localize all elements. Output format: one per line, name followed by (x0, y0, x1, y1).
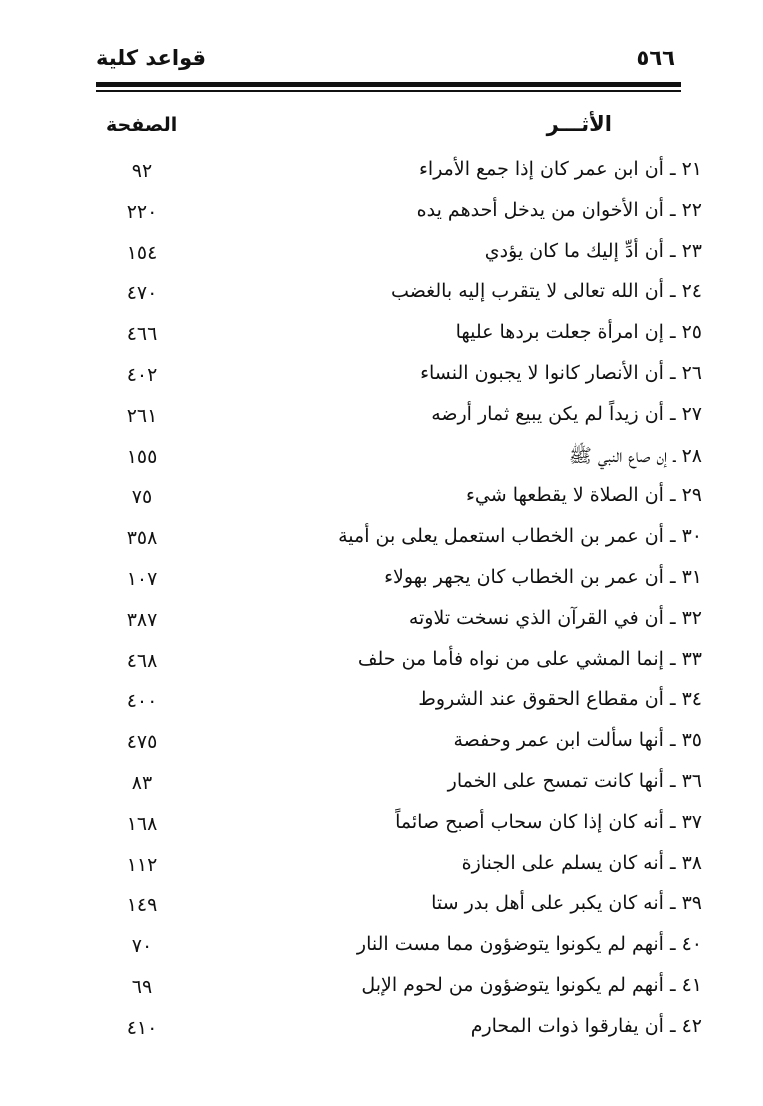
index-entry (96, 397, 702, 438)
index-entry (96, 356, 702, 397)
index-entry (96, 968, 702, 1009)
entry-page-number: ٦٩ (131, 975, 153, 998)
entry-athar-text: ٣٩ ـ أنه كان يكبر على أهل بدر ستا (431, 892, 702, 915)
index-entry (96, 601, 702, 642)
index-entry (96, 438, 702, 479)
entry-athar-text: ٣٨ ـ أنه كان يسلم على الجنازة (461, 851, 702, 874)
entry-page-number: ٨٣ (131, 771, 153, 794)
index-column-headers (96, 110, 706, 144)
header-rule-thick (96, 82, 681, 87)
entry-athar-text: ٣١ ـ أن عمر بن الخطاب كان يجهر بهولاء (384, 565, 702, 588)
index-entry (96, 274, 702, 315)
entry-athar-text: ٢٢ ـ أن الأخوان من يدخل أحدهم يده (416, 198, 702, 221)
index-entry (96, 886, 702, 927)
entry-athar-text: ٤٠ ـ أنهم لم يكونوا يتوضؤون مما مست النار (356, 933, 702, 956)
entry-athar-text: ٣٢ ـ أن في القرآن الذي نسخت تلاوته (408, 606, 702, 629)
page-header (96, 44, 681, 78)
entry-page-number: ١٠٧ (126, 567, 158, 590)
index-entry (96, 723, 702, 764)
entry-athar-text: ٢٨ ـ إن صاع النبي ﷺ (568, 444, 702, 467)
index-entry (96, 519, 702, 560)
index-entry (96, 315, 702, 356)
entry-page-number: ٧٥ (131, 486, 153, 509)
entry-page-number: ٤٦٨ (126, 649, 158, 672)
entry-page-number: ٩٢ (131, 160, 153, 182)
entry-athar-text: ٢٧ ـ أن زيداً لم يكن يبيع ثمار أرضه (431, 402, 702, 425)
entry-athar-text: ٣٣ ـ إنما المشي على من نواه فأما من حلف (357, 647, 702, 670)
entry-athar-text: ٢١ ـ أن ابن عمر كان إذا جمع الأمراء (418, 158, 702, 180)
entry-page-number: ٣٥٨ (126, 527, 158, 550)
athar-column-heading: الأثـــر (546, 112, 612, 136)
index-entry (96, 152, 702, 193)
index-entry (96, 234, 702, 275)
entry-page-number: ٣٨٧ (126, 608, 158, 631)
entry-athar-text: ٢٣ ـ أن أدِّ إليك ما كان يؤدي (484, 239, 702, 262)
entry-page-number: ٢٢٠ (126, 200, 158, 223)
index-entry (96, 560, 702, 601)
index-entry (96, 478, 702, 519)
entry-athar-text: ٣٧ ـ أنه كان إذا كان سحاب أصبح صائماً (395, 810, 702, 833)
entry-page-number: ١٤٩ (126, 894, 158, 917)
entry-page-number: ٢٦١ (126, 404, 158, 427)
athar-index-list (96, 152, 702, 1050)
entry-page-number: ٤٠٢ (126, 363, 158, 386)
entry-athar-text: ٢٦ ـ أن الأنصار كانوا لا يجبون النساء (420, 361, 702, 384)
entry-athar-text: ٢٥ ـ إن امرأة جعلت بردها عليها (455, 321, 702, 344)
index-entry (96, 846, 702, 887)
entry-athar-text: ٢٤ ـ أن الله تعالى لا يتقرب إليه بالغضب (391, 280, 702, 303)
entry-athar-text: ٤٢ ـ أن يفارقوا ذوات المحارم (470, 1014, 702, 1037)
entry-page-number: ٤٧٥ (126, 731, 158, 754)
entry-athar-text: ٢٩ ـ أن الصلاة لا يقطعها شيء (465, 484, 702, 507)
entry-page-number: ١٥٥ (126, 445, 158, 468)
entry-page-number: ٤٠٠ (126, 690, 158, 713)
index-entry (96, 1009, 702, 1050)
entry-athar-text: ٣٤ ـ أن مقطاع الحقوق عند الشروط (418, 688, 702, 711)
index-entry (96, 805, 702, 846)
entry-page-number: ٤٧٠ (126, 282, 158, 305)
book-title: قواعد كلية (96, 46, 206, 70)
page-number: ٥٦٦ (636, 46, 675, 70)
page-column-heading: الصفحة (106, 114, 178, 136)
entry-page-number: ١٦٨ (126, 812, 158, 835)
entry-athar-text: ٣٠ ـ أن عمر بن الخطاب استعمل يعلى بن أمية (338, 525, 702, 548)
entry-page-number: ١٥٤ (126, 241, 158, 264)
entry-page-number: ٤٦٦ (126, 323, 158, 346)
entry-page-number: ٧٠ (131, 935, 153, 958)
entry-page-number: ١١٢ (126, 853, 158, 876)
header-rule-thin (96, 90, 681, 92)
index-entry (96, 764, 702, 805)
entry-page-number: ٤١٠ (126, 1016, 158, 1039)
entry-athar-text: ٣٦ ـ أنها كانت تمسح على الخمار (447, 769, 702, 792)
index-entry (96, 927, 702, 968)
index-entry (96, 642, 702, 683)
index-entry (96, 193, 702, 234)
entry-athar-text: ٤١ ـ أنهم لم يكونوا يتوضؤون من لحوم الإبل (361, 973, 702, 996)
entry-athar-text: ٣٥ ـ أنها سألت ابن عمر وحفصة (453, 729, 702, 752)
index-entry (96, 682, 702, 723)
